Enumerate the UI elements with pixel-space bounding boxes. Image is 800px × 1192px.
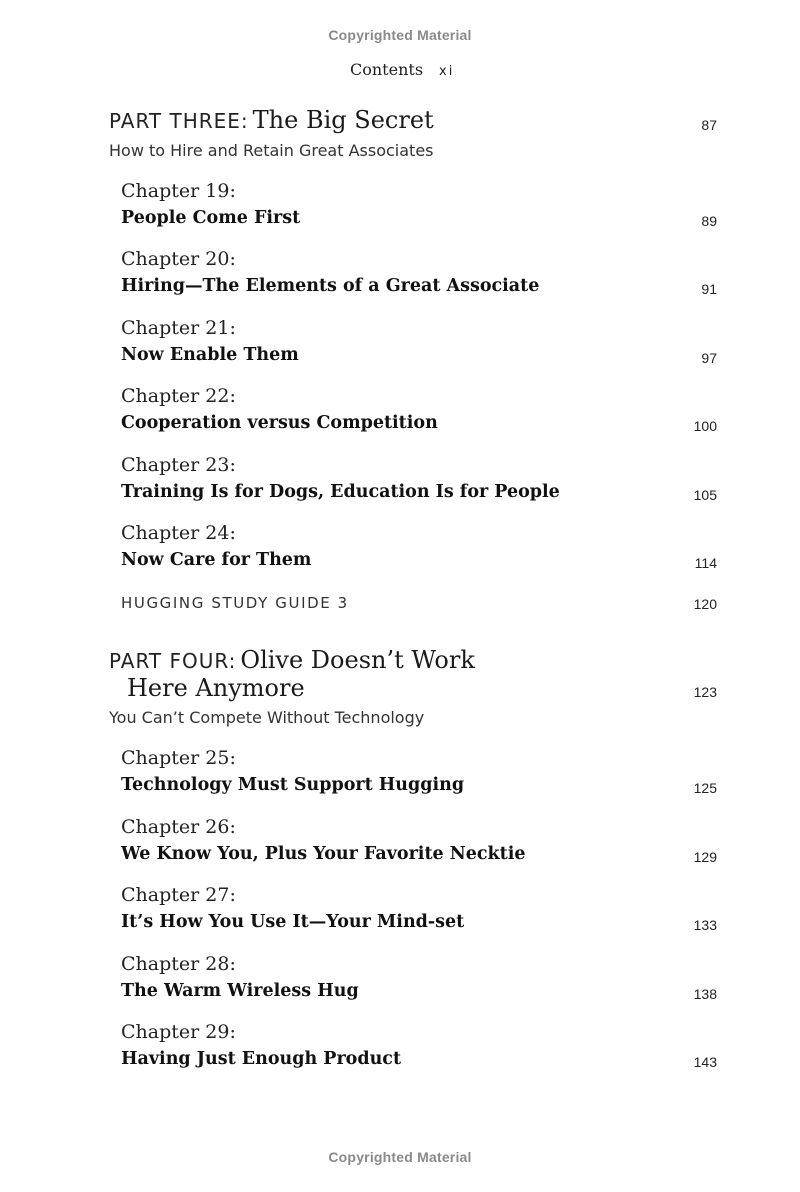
chapter-28-label: Chapter 28:: [121, 953, 236, 975]
chapter-25-page: 125: [693, 780, 717, 796]
copyright-watermark-top: Copyrighted Material: [328, 27, 472, 43]
study-guide-3-label[interactable]: HUGGING STUDY GUIDE 3: [121, 594, 349, 612]
chapter-20-title[interactable]: Hiring—The Elements of a Great Associate: [121, 276, 540, 296]
chapter-26-label: Chapter 26:: [121, 816, 236, 838]
chapter-24-label: Chapter 24:: [121, 522, 236, 544]
chapter-27-title[interactable]: It’s How You Use It—Your Mind-set: [121, 912, 465, 932]
chapter-23-title[interactable]: Training Is for Dogs, Education Is for People: [121, 482, 560, 502]
chapter-19-label: Chapter 19:: [121, 180, 236, 202]
page-folio: xi: [439, 64, 455, 79]
chapter-29-label: Chapter 29:: [121, 1021, 236, 1043]
chapter-22-label: Chapter 22:: [121, 385, 236, 407]
chapter-26-page: 129: [693, 849, 717, 865]
part-three-subtitle: How to Hire and Retain Great Associates: [109, 141, 434, 160]
part-four-label: PART FOUR:: [109, 649, 237, 673]
part-four-page: 123: [693, 684, 717, 700]
part-four-title-line2: Here Anymore: [127, 674, 305, 702]
part-three-page: 87: [701, 117, 717, 133]
chapter-25-title[interactable]: Technology Must Support Hugging: [121, 775, 465, 795]
chapter-28-page: 138: [693, 986, 717, 1002]
chapter-25-label: Chapter 25:: [121, 747, 236, 769]
chapter-28-title[interactable]: The Warm Wireless Hug: [121, 981, 359, 1001]
chapter-20-page: 91: [701, 281, 717, 297]
chapter-22-title[interactable]: Cooperation versus Competition: [121, 413, 438, 433]
copyright-watermark-bottom: Copyrighted Material: [328, 1149, 472, 1165]
study-guide-3-page: 120: [693, 596, 717, 612]
part-three-title: The Big Secret: [252, 106, 434, 134]
part-three-label: PART THREE:: [109, 109, 249, 133]
chapter-23-page: 105: [693, 487, 717, 503]
chapter-20-label: Chapter 20:: [121, 248, 236, 270]
running-head: [350, 60, 454, 79]
chapter-23-label: Chapter 23:: [121, 454, 236, 476]
chapter-22-page: 100: [693, 418, 717, 434]
part-three-heading: [109, 106, 434, 134]
chapter-29-page: 143: [693, 1054, 717, 1070]
chapter-27-label: Chapter 27:: [121, 884, 236, 906]
running-head-title: Contents: [350, 60, 424, 79]
chapter-26-title[interactable]: We Know You, Plus Your Favorite Necktie: [121, 844, 526, 864]
chapter-21-label: Chapter 21:: [121, 317, 236, 339]
part-four-heading: [109, 646, 475, 674]
chapter-24-page: 114: [694, 555, 717, 571]
chapter-21-title[interactable]: Now Enable Them: [121, 345, 299, 365]
part-four-subtitle: You Can’t Compete Without Technology: [109, 708, 425, 727]
chapter-21-page: 97: [701, 350, 717, 366]
chapter-29-title[interactable]: Having Just Enough Product: [121, 1049, 402, 1069]
chapter-27-page: 133: [693, 917, 717, 933]
chapter-19-title[interactable]: People Come First: [121, 208, 301, 228]
chapter-19-page: 89: [701, 213, 717, 229]
chapter-24-title[interactable]: Now Care for Them: [121, 550, 312, 570]
part-four-title: Olive Doesn’t Work: [240, 646, 475, 674]
